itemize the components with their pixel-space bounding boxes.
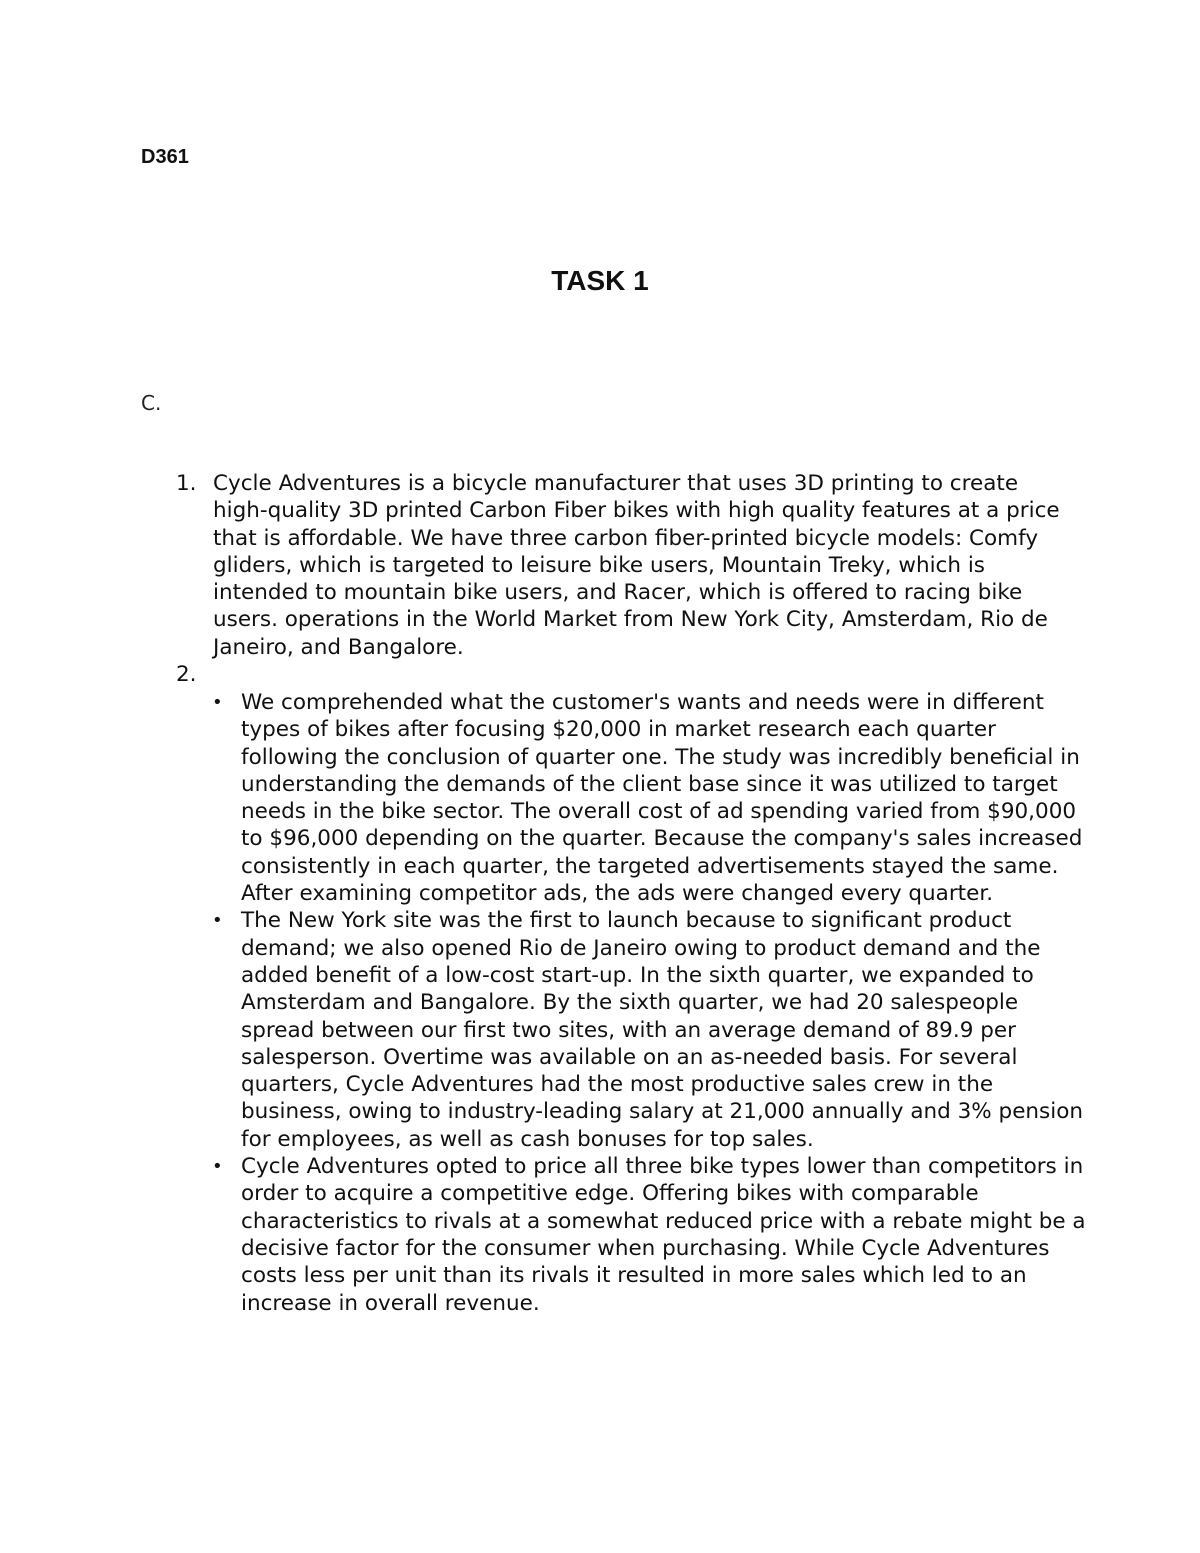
bullet-icon: • — [212, 1156, 223, 1178]
bullet-icon: • — [212, 692, 223, 713]
bullet-item-market-research — [210, 689, 1090, 907]
section-letter: C. — [141, 391, 162, 415]
bullet-text: Cycle Adventures opted to price all three bike types lower than competitors in order to acquire a competitive edge. Offering bikes with comparable characteristics to rivals at a somewhat reduced price with a rebate might be a decisive factor for the consumer when purchasing. While Cycle Adventures costs less per unit than its rivals it resulted in more sales which led to an increase in overall revenue. — [241, 1154, 1086, 1316]
bullet-list — [210, 689, 1090, 1317]
numbered-item-marker: 1. — [176, 471, 197, 496]
bullet-text: The New York site was the first to launch because to significant product demand; we also opened Rio de Janeiro owing to product demand and the added benefit of a low-cost start-up. In the sixth quarter, we expanded to Amsterdam and Bangalore. By the sixth quarter, we had 20 salespeople spread between our first two sites, with an average demand of 89.9 per salesperson. Overtime was available on an as-needed basis. For several quarters, Cycle Adventures had the most productive sales crew in the business, owing to industry-leading salary at 21,000 annually and 3% pension for employees, as well as cash bonuses for top sales. — [241, 908, 1084, 1152]
bullet-item-sites-and-sales — [210, 907, 1090, 1153]
task-title: TASK 1 — [551, 265, 649, 296]
bullet-item-pricing — [210, 1153, 1090, 1317]
numbered-item-marker: 2. — [176, 662, 197, 687]
document-code: D361 — [141, 146, 189, 168]
bullet-text: We comprehended what the customer's wants and needs were in different types of bikes after focusing $20,000 in market research each quarter following the conclusion of quarter one. The study was incredibly beneficial in understanding the demands of the client base since it was utilized to target needs in the bike sector. The overall cost of ad spending varied from $90,000 to $96,000 depending on the quarter. Because the company's sales increased consistently in each quarter, the targeted advertisements stayed the same. After examining competitor ads, the ads were changed every quarter. — [241, 690, 1083, 907]
numbered-item-text: Cycle Adventures is a bicycle manufacturer that uses 3D printing to create high-quality 3D printed Carbon Fiber bikes with high quality features at a price that is affordable. We have three carbon fiber-printed bicycle models: Comfy gliders, which is targeted to leisure bike users, Mountain Treky, which is intended to mountain bike users, and Racer, which is offered to racing bike users. operations in the World Market from New York City, Amsterdam, Rio de Janeiro, and Bangalore. — [213, 471, 1060, 660]
bullet-icon: • — [212, 910, 223, 932]
